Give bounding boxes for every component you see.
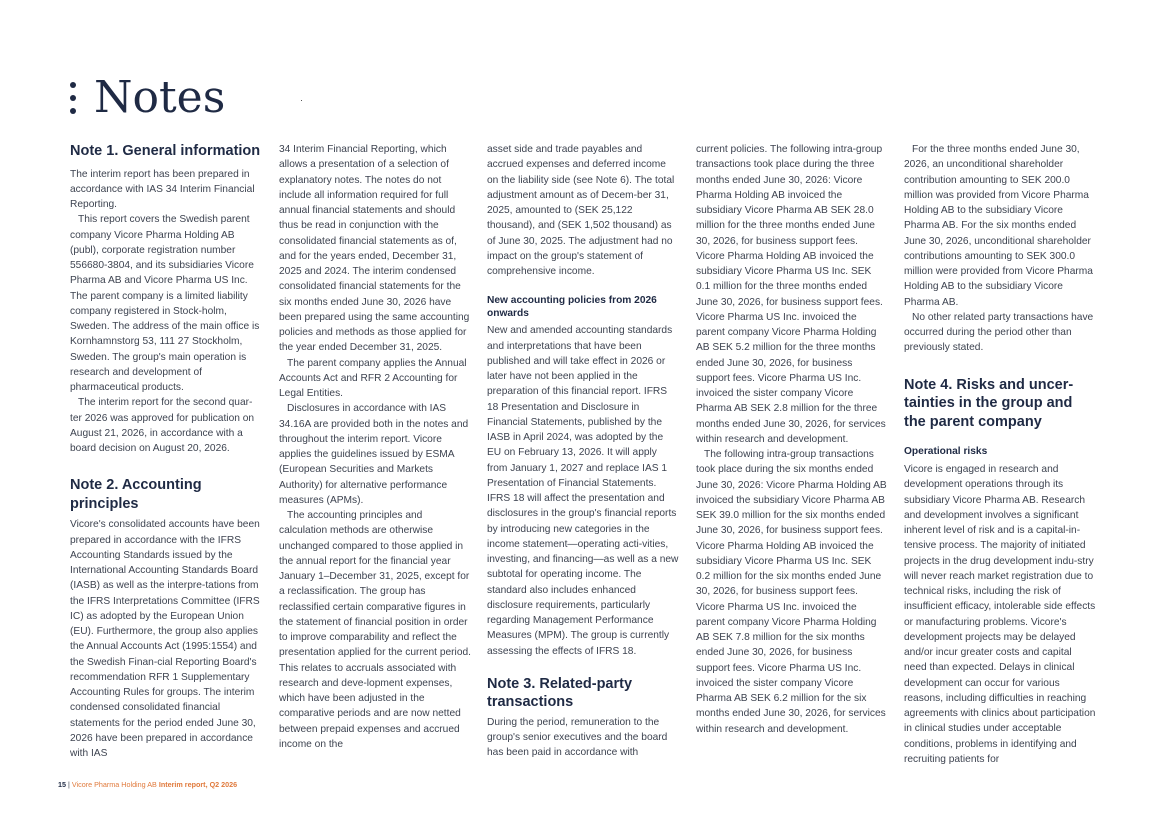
note4-subheading: Operational risks <box>904 446 988 457</box>
column-3 <box>487 142 679 761</box>
column-5 <box>904 142 1096 767</box>
note2-paragraph-1-continued: 34 Interim Financial Reporting, which allows a presentation of a selection of explanatory notes. The notes do not include all information required for full annual financial statements and should thus be read in conjunction with the consolidated financial statements as of, and for the years ended, December 31, 2025 and 2024. The interim condensed consolidated financial statements for the six months ended June 30, 2026 have been prepared using the same accounting policies and methods as those applied for the year ended December 31, 2025. <box>279 144 470 354</box>
footer-separator: | <box>68 780 70 789</box>
page-number: 15 <box>58 780 66 789</box>
note1-paragraph-1: The interim report has been prepared in accordance with IAS 34 Interim Financial Reporting. <box>70 168 255 210</box>
page-footer <box>58 780 237 789</box>
note4-paragraph-1: Vicore is engaged in research and development operations through its subsidiary Vicore Pharma AB. Research and development involves a significant inherent level of risk and is a capital-in-tensive process. The majority of initiated projects in the drug development indu-stry will never reach market registration due to technical risks, including the risk of insufficient efficacy, intolerable side effects or manufacturing problems. Vicore's development projects may be delayed and/or incur greater costs and capital need than expected. Delays in clinical development can occur for various reasons, including difficulties in reaching agreements with clinics about participation in clinical studies under acceptable conditions, problems in identifying and recruiting patients for <box>904 464 1096 765</box>
note4-heading: Note 4. Risks and uncer-tainties in the group and the parent company <box>904 376 1074 430</box>
note2-heading: Note 2. Accounting principles <box>70 477 202 512</box>
footer-report-title: Interim report, Q2 2026 <box>158 780 238 789</box>
note3-paragraph-4: No other related party transactions have occurred during the period other than previously stated. <box>904 311 1094 354</box>
note2-paragraph-3: Disclosures in accordance with IAS 34.16A are provided both in the notes and throughout the interim report. Vicore applies the guidelines issued by ESMA (European Securities and Markets Authority) for alternative performance measures (APMs). <box>279 403 469 506</box>
page-title: Notes <box>94 72 226 123</box>
note2-paragraph-1: Vicore's consolidated accounts have been prepared in accordance with the IFRS Accounting Standards issued by the International Accounting Standards Board (IASB) as well as the interpre-tations from the IFRS Interpretations Committee (IFRS IC) as adopted by the European Union (EU). Furthermore, the group also applies the Annual Accounts Act (1995:1554) and the Swedish Finan-cial Reporting Board's recommendation RFR 1 Supplementary Accounting Rules for groups. The interim condensed consolidated financial statements for the period ended June 30, 2026 have been prepared in accordance with IAS <box>70 519 260 759</box>
note2-paragraph-4-continued: asset side and trade payables and accrued expenses and deferred income on the liability side (see Note 6). The total adjustment amount as of Decem-ber 31, 2025, amounted to (SEK 25,122 thousand), and (SEK 1,502 thousand) as of June 30, 2025. The adjustment had no impact on the group's statement of comprehensive income. <box>487 144 675 277</box>
note2-paragraph-2: The parent company applies the Annual Accounts Act and RFR 2 Accounting for Legal Entities. <box>279 357 467 399</box>
column-4 <box>696 142 888 737</box>
note3-heading: Note 3. Related-party transactions <box>487 675 633 711</box>
footer-company: Vicore Pharma Holding AB <box>71 780 157 789</box>
note2-paragraph-5: New and amended accounting standards and interpretations that have been published and will take effect in 2026 or later have not been applied in the preparation of this financial report. IFRS 18 Presentation and Disclosure in Financial Statements, published by the IASB in April 2024, was adopted by the EU on February 13, 2026. It will apply from January 1, 2027 and replace IAS 1 Presentation of Financial Statements. IFRS 18 will affect the presentation and disclosures in the group's financial reports by introducing new categories in the income statement—operating acti-vities, investing, and financing—as well as a new subtotal for operating income. The standard also includes enhanced disclosure requirements, particularly regarding Management Performance Measures (MPM). The group is currently assessing the effects of IFRS 18. <box>487 325 679 657</box>
note3-paragraph-2: The following intra-group transactions took place during the six months ended June 30, 2026: Vicore Pharma Holding AB invoiced the subsidiary Vicore Pharma AB SEK 39.0 million for the six months ended June 30, 2026, for business support fees. Vicore Pharma Holding AB invoiced the subsidiary Vicore Pharma US Inc. SEK 0.2 million for the six months ended June 30, 2026, for business support fees. Vicore Pharma US Inc. invoiced the parent company Vicore Pharma Holding AB SEK 7.8 million for the six months ended June 30, 2026, for business support fees. Vicore Pharma US Inc. invoiced the sister company Vicore Pharma AB SEK 6.2 million for the six months ended June 30, 2026, for services within research and development. <box>696 449 887 735</box>
note3-paragraph-1-continued: current policies. The following intra-group transactions took place during the three months ended June 30, 2026: Vicore Pharma Holding AB invoiced the subsidiary Vicore Pharma AB SEK 28.0 million for the three months ended June 30, 2026, for business support fees. Vicore Pharma Holding AB invoiced the subsidiary Vicore Pharma US Inc. SEK 0.1 million for the three months ended June 30, 2026, for business support fees. Vicore Pharma US Inc. invoiced the parent company Vicore Pharma Holding AB SEK 5.2 million for the three months ended June 30, 2026, for business support fees. Vicore Pharma US Inc. invoiced the sister company Vicore Pharma AB SEK 2.8 million for the three months ended June 30, 2026, for services within research and development. <box>696 144 886 445</box>
note1-paragraph-2: This report covers the Swedish parent company Vicore Pharma Holding AB (publ), corporate registration number 556680-3804, and its subsidiaries Vicore Pharma AB and Vicore Pharma US Inc. The parent company is a limited liability company registered in Stock-holm, Sweden. The address of the main office is Kornhamnstorg 53, 111 27 Stockholm, Sweden. The group's main operation is research and development of pharmaceutical products. <box>70 214 260 393</box>
stray-dot <box>301 100 302 101</box>
column-1 <box>70 142 262 761</box>
note1-heading: Note 1. General information <box>70 143 261 159</box>
note3-paragraph-3: For the three months ended June 30, 2026, an unconditional shareholder contribution amounting to SEK 200.0 million was provided from Vicore Pharma Holding AB to the subsidiary Vicore Pharma AB. For the six months ended June 30, 2026, unconditional shareholder contributions amounting to SEK 300.0 million were provided from Vicore Pharma Holding AB to the subsidiary Vicore Pharma AB. <box>904 144 1093 308</box>
note2-subheading: New accounting policies from 2026 onwards <box>487 295 657 320</box>
title-dots-icon <box>70 82 78 116</box>
column-2 <box>279 142 471 752</box>
note3-paragraph-1: During the period, remuneration to the group's senior executives and the board has been paid in accordance with <box>487 716 668 759</box>
note1-paragraph-3: The interim report for the second quar-ter 2026 was approved for publication on August 21, 2026, in accordance with a board decision on August 20, 2026. <box>70 397 255 454</box>
note2-paragraph-4: The accounting principles and calculation methods are otherwise unchanged compared to those applied in the annual report for the financial year January 1–December 31, 2025, except for a reclassification. The group has reclassified certain comparative figures in the statement of financial position in order to improve comparability and reflect the presentation applied for the current period. This relates to accruals associated with research and deve-lopment expenses, which have been adjusted in the comparative periods and are now netted between prepaid expenses and accrued income on the <box>279 510 471 750</box>
